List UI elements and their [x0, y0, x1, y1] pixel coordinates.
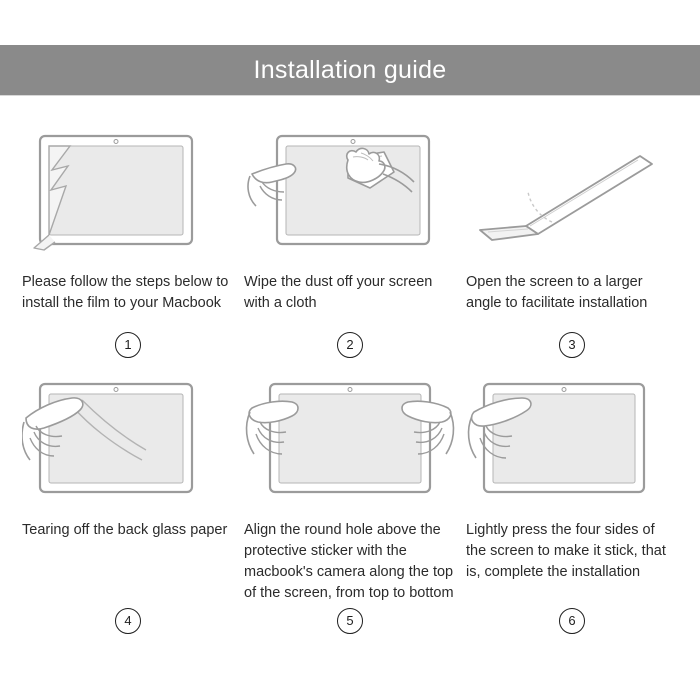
step-number-badge: 3	[559, 332, 585, 358]
steps-grid	[0, 110, 700, 680]
step-2-illustration	[244, 130, 456, 254]
step-6-illustration	[466, 378, 678, 502]
step-5-caption: Align the round hole above the protective sticker with the macbook's camera along the top of the screen, from top to bottom	[244, 522, 454, 601]
step-number-badge: 1	[115, 332, 141, 358]
bottom-margin-strip	[0, 680, 700, 700]
step-number-badge: 6	[559, 608, 585, 634]
step-1-illustration	[22, 130, 234, 254]
step-item-2	[244, 130, 456, 314]
step-2-caption: Wipe the dust off your screen with a cloth	[244, 274, 433, 311]
step-item-4	[22, 378, 234, 541]
step-4-caption: Tearing off the back glass paper	[22, 522, 228, 538]
step-2-badge-wrap	[244, 332, 456, 358]
step-4-badge-wrap	[22, 608, 234, 634]
step-number-badge: 2	[337, 332, 363, 358]
step-3-caption: Open the screen to a larger angle to facilitate installation	[466, 274, 648, 311]
step-6-caption: Lightly press the four sides of the screen to make it stick, that is, complete the installation	[466, 522, 666, 580]
step-5-badge-wrap	[244, 608, 456, 634]
step-number-badge: 5	[337, 608, 363, 634]
step-item-1	[22, 130, 234, 314]
step-3-illustration	[466, 130, 678, 254]
top-margin-strip	[0, 0, 700, 45]
step-1-badge-wrap	[22, 332, 234, 358]
step-3-badge-wrap	[466, 332, 678, 358]
step-number-badge: 4	[115, 608, 141, 634]
step-6-badge-wrap	[466, 608, 678, 634]
step-item-3	[466, 130, 678, 314]
page-title: Installation guide	[253, 56, 447, 84]
step-4-illustration	[22, 378, 234, 502]
step-5-illustration	[244, 378, 456, 502]
step-item-5	[244, 378, 456, 604]
step-item-6	[466, 378, 678, 583]
step-1-caption: Please follow the steps below to install the film to your Macbook	[22, 274, 229, 311]
